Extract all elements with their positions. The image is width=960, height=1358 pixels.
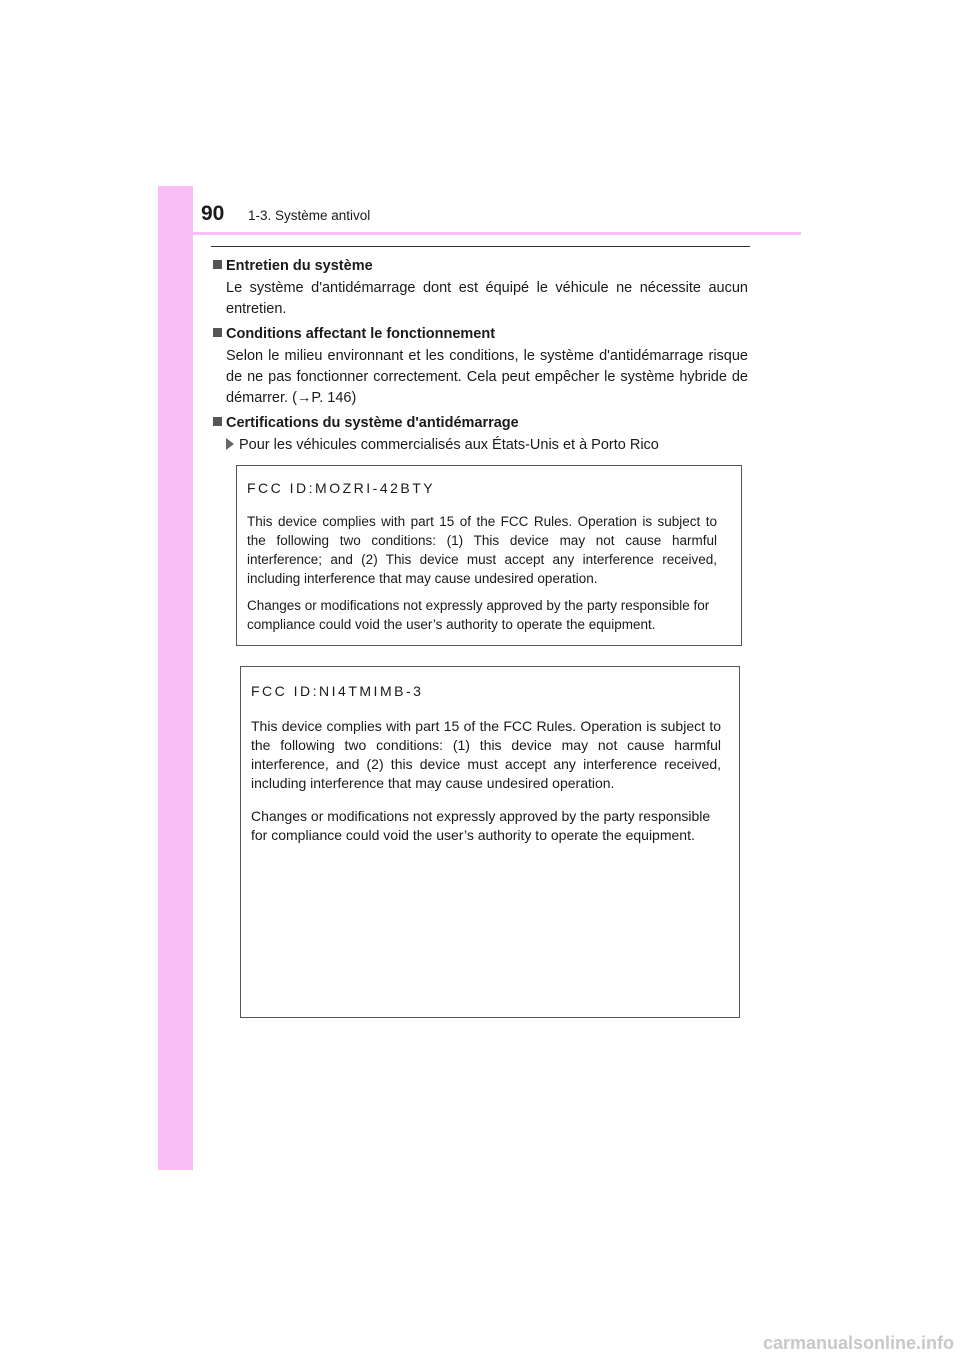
fcc-id-2: FCC ID:NI4TMIMB-3 (251, 683, 424, 699)
heading-conditions: Conditions affectant le fonctionnement (213, 324, 748, 344)
square-bullet-icon (213, 260, 222, 269)
section-title: 1-3. Système antivol (248, 208, 371, 223)
pink-sidebar-tab (158, 186, 193, 1170)
fcc-label-2 (240, 666, 740, 1018)
fcc-label-2-compliance: This device complies with part 15 of the FCC Rules. Operation is subject to the following two conditions: (1) this device may not cause harmful interference, and (2) this device must accept any interference received, including interference that may cause undesired operation. (251, 718, 721, 791)
fcc-label-1 (236, 465, 742, 646)
fcc-label-1-compliance: This device complies with part 15 of the FCC Rules. Operation is subject to the following two conditions: (1) This device may not cause harmful interference; and (2) This device must accept any interference received, including interference that may cause undesired operation. (247, 514, 717, 586)
content-divider (211, 246, 750, 247)
fcc-label-1-changes: Changes or modifications not expressly approved by the party responsible for compliance could void the user’s authority to operate the equipment. (247, 598, 710, 632)
fcc-label-2-changes: Changes or modifications not expressly approved by the party responsible for compliance could void the user’s authority to operate the equipment. (251, 808, 711, 843)
triangle-bullet-icon (226, 438, 234, 450)
main-content (213, 256, 748, 456)
fcc-id-1: FCC ID:MOZRI-42BTY (247, 480, 436, 496)
header-rule (193, 232, 801, 235)
sub-item-us-puerto-rico: Pour les véhicules commercialisés aux États-Unis et à Porto Rico (226, 435, 748, 456)
heading-certifications: Certifications du système d'antidémarrage (213, 413, 748, 433)
square-bullet-icon (213, 328, 222, 337)
watermark: carmanualsonline.info (762, 1333, 954, 1353)
paragraph-maintenance: Le système d'antidémarrage dont est équipé le véhicule ne nécessite aucun entretien. (226, 280, 748, 317)
page-number: 90 (201, 202, 225, 225)
heading-maintenance: Entretien du système (213, 256, 748, 276)
square-bullet-icon (213, 417, 222, 426)
paragraph-conditions: Selon le milieu environnant et les conditions, le système d'antidémarrage risque de ne pas fonctionner correctement. Cela peut empêcher le système hybride de démarrer. (→P. 146) (226, 348, 748, 406)
